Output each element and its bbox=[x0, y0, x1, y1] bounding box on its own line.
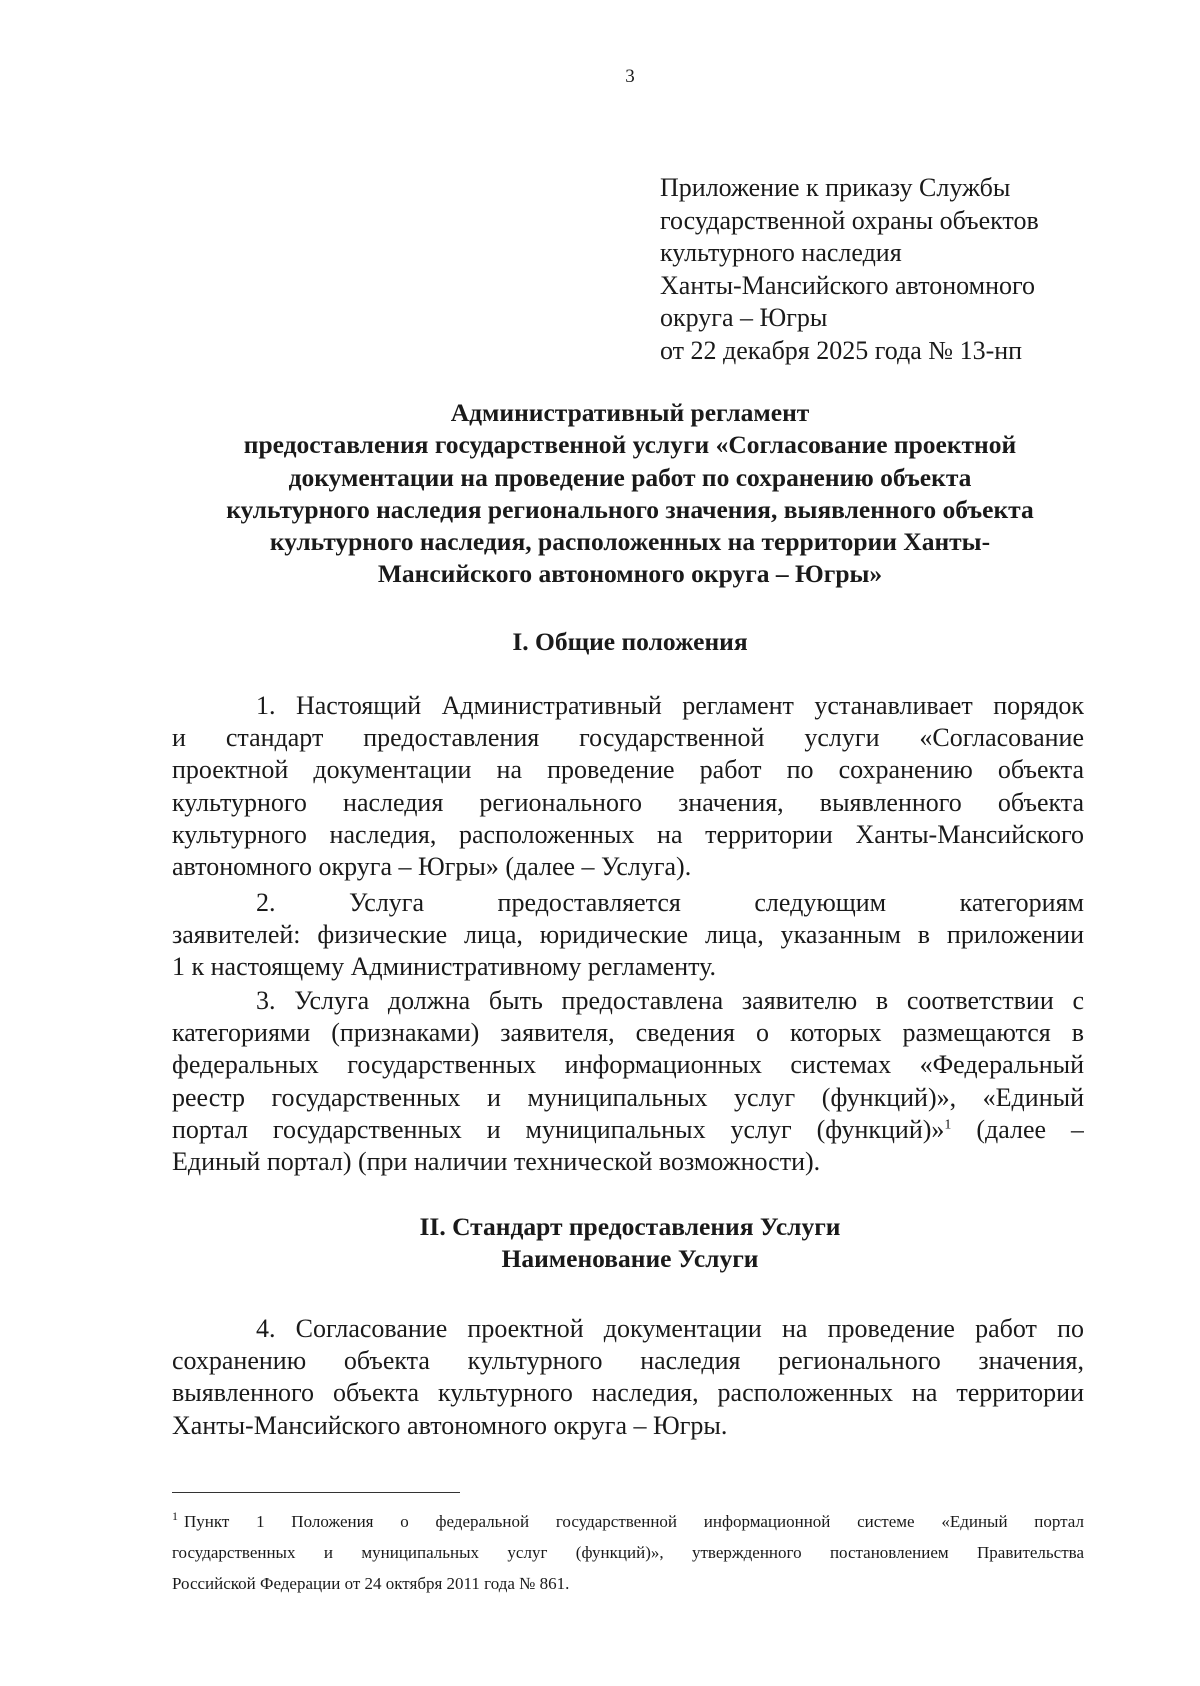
document-title bbox=[160, 397, 1100, 591]
footnote-divider bbox=[172, 1492, 460, 1493]
section-heading-standard bbox=[160, 1211, 1100, 1275]
footnote bbox=[172, 1506, 1084, 1599]
appendix-line: округа – Югры bbox=[660, 303, 828, 332]
text-line: автономного округа – Югры» (далее – Услуга). bbox=[172, 851, 692, 881]
footnote-line bbox=[172, 1506, 1084, 1537]
text-line: 2. Услуга предоставляется следующим категориям bbox=[256, 888, 1084, 917]
title-line: документации на проведение работ по сохранению объекта bbox=[288, 462, 972, 492]
text-line: 1. Настоящий Административный регламент устанавливает порядок bbox=[256, 691, 1084, 720]
footnote-line: Российской Федерации от 24 октября 2011 года № 861. bbox=[172, 1574, 570, 1593]
text-line: 3. Услуга должна быть предоставлена заявителю в соответствии с bbox=[256, 986, 1084, 1015]
text-line: категориями (признаками) заявителя, сведения о которых размещаются в bbox=[172, 1018, 1084, 1048]
text-line: 1 к настоящему Административному регламенту. bbox=[172, 952, 717, 982]
appendix-line: Приложение к приказу Службы bbox=[660, 173, 1011, 202]
section-heading-general: I. Общие положения bbox=[512, 627, 748, 656]
text-line: проектной документации на проведение работ по сохранению объекта bbox=[172, 755, 1084, 785]
text-line: Единый портал) (при наличии технической возможности). bbox=[172, 1146, 821, 1176]
paragraph-2 bbox=[172, 887, 1084, 984]
text-line: реестр государственных и муниципальных услуг (функций)», «Единый bbox=[172, 1082, 1084, 1112]
text-fragment: Пункт 1 Положения о федеральной государственной информационной системе «Единый портал bbox=[184, 1512, 1084, 1531]
text-line bbox=[172, 1114, 1084, 1146]
appendix-line: государственной охраны объектов bbox=[660, 205, 1039, 235]
page-number: 3 bbox=[625, 66, 635, 87]
title-line: культурного наследия регионального значения, выявленного объекта bbox=[226, 494, 1034, 524]
heading-line: II. Стандарт предоставления Услуги bbox=[419, 1212, 841, 1241]
text-fragment: портал государственных и муниципальных услуг (функций)» bbox=[172, 1114, 945, 1144]
title-line: культурного наследия, расположенных на территории Ханты- bbox=[269, 527, 991, 557]
appendix-line: культурного наследия bbox=[660, 238, 902, 267]
footnote-reference[interactable]: 1 bbox=[944, 1117, 952, 1133]
text-line: сохранению объекта культурного наследия регионального значения, bbox=[172, 1346, 1084, 1376]
title-line: Мансийского автономного округа – Югры» bbox=[377, 559, 883, 589]
paragraph-4 bbox=[172, 1313, 1084, 1442]
footnote-mark: 1 bbox=[172, 1509, 178, 1524]
paragraph-1 bbox=[172, 690, 1084, 883]
text-line: и стандарт предоставления государственной услуги «Согласование bbox=[172, 723, 1084, 753]
text-line: Ханты-Мансийского автономного округа – Югры. bbox=[172, 1410, 728, 1440]
appendix-note bbox=[660, 172, 1160, 367]
text-line: федеральных государственных информационных системах «Федеральный bbox=[172, 1050, 1084, 1080]
footnote-line: государственных и муниципальных услуг (функций)», утвержденного постановлением Правительства bbox=[172, 1543, 1084, 1562]
text-line: 4. Согласование проектной документации на проведение работ по bbox=[256, 1314, 1084, 1343]
text-line: заявителей: физические лица, юридические лица, указанным в приложении bbox=[172, 920, 1084, 950]
text-line: культурного наследия, расположенных на территории Ханты-Мансийского bbox=[172, 819, 1084, 849]
appendix-line: от 22 декабря 2025 года № 13-нп bbox=[660, 335, 1023, 365]
paragraph-3 bbox=[172, 985, 1084, 1178]
text-fragment: (далее – bbox=[951, 1114, 1084, 1144]
title-line: предоставления государственной услуги «Согласование проектной bbox=[243, 430, 1017, 460]
title-line: Административный регламент bbox=[450, 398, 810, 427]
appendix-line: Ханты-Мансийского автономного bbox=[660, 270, 1036, 300]
text-line: культурного наследия регионального значения, выявленного объекта bbox=[172, 787, 1084, 817]
heading-line: Наименование Услуги bbox=[501, 1244, 759, 1273]
text-line: выявленного объекта культурного наследия, расположенных на территории bbox=[172, 1378, 1084, 1408]
